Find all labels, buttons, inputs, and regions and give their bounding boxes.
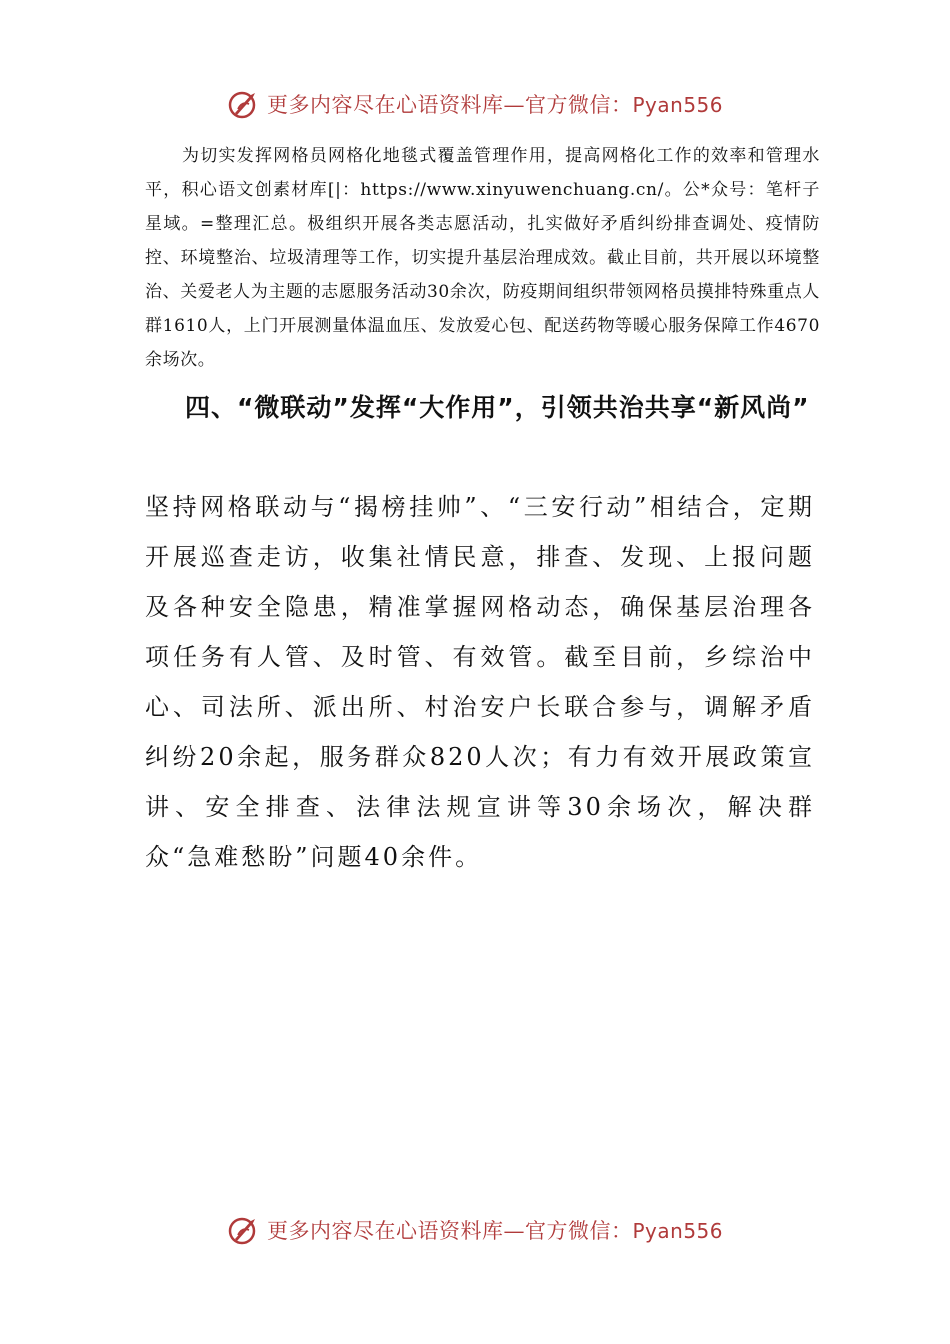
watermark-banner-bottom xyxy=(0,1210,950,1250)
section-heading: 四、“微联动”发挥“大作用”，引领共治共享“新风尚” xyxy=(185,393,810,422)
body-paragraph-1: 为切实发挥网格员网格化地毯式覆盖管理作用，提高网格化工作的效率和管理水平，积心语文创素材库[|：https://www.xinyuwenchuang.cn/。公*众号：笔杆子星域。=整理汇总。极组织开展各类志愿活动，扎实做好矛盾纠纷排查调处、疫情防控、环境整治、垃圾清理等工作，切实提升基层治理成效。截止目前，共开展以环境整治、关爱老人为主题的志愿服务活动30余次，防疫期间组织带领网格员摸排特殊重点人群1610人，上门开展测量体温血压、发放爱心包、配送药物等暖心服务保障工作4670余场次。 xyxy=(145,146,820,370)
watermark-text: 更多内容尽在心语资料库—官方微信：Pyan556 xyxy=(266,1219,723,1243)
watermark-text: 更多内容尽在心语资料库—官方微信：Pyan556 xyxy=(266,93,723,117)
watermark-banner-top xyxy=(0,84,950,124)
pen-seal-logo-icon xyxy=(227,1213,261,1247)
body-paragraph-2: 坚持网格联动与“揭榜挂帅”、“三安行动”相结合，定期开展巡查走访，收集社情民意，排查、发现、上报问题及各种安全隐患，精准掌握网格动态，确保基层治理各项任务有人管、及时管、有效管。截至目前，乡综治中心、司法所、派出所、村治安户长联合参与，调解矛盾纠纷20余起，服务群众820人次；有力有效开展政策宣讲、安全排查、法律法规宣讲等30余场次，解决群众“急难愁盼”问题40余件。 xyxy=(145,493,815,871)
pen-seal-logo-icon xyxy=(227,87,261,121)
